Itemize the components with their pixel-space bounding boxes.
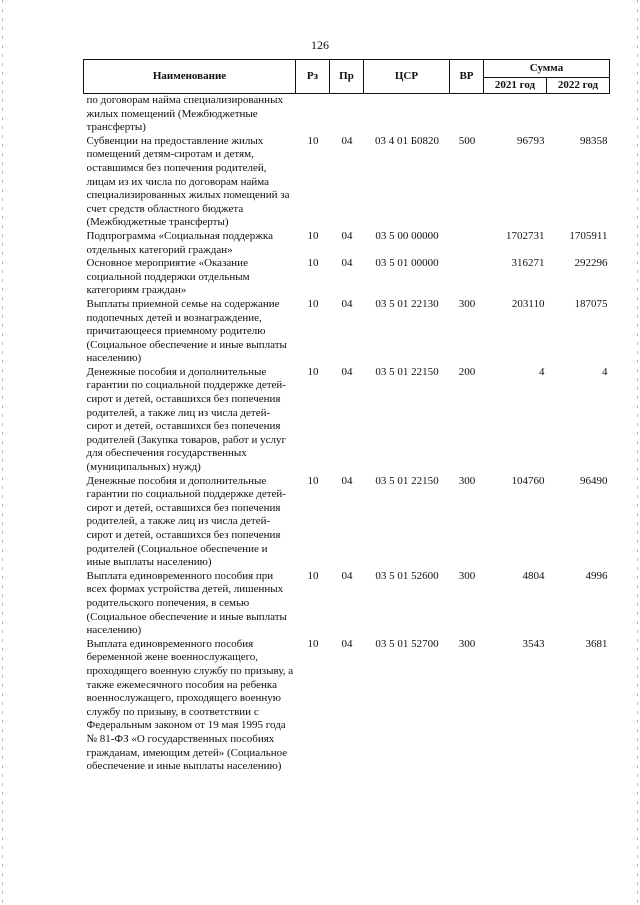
table-row	[84, 135, 610, 230]
cell-vr: 300	[458, 637, 476, 650]
table-row	[84, 366, 610, 475]
cell-csr: 03 5 01 22130	[375, 297, 439, 310]
cell-pr: 04	[341, 297, 353, 310]
cell-rz: 10	[307, 365, 319, 378]
cell-pr: 04	[341, 474, 353, 487]
header-year-2022: 2022 год	[547, 78, 610, 94]
scan-edge-right	[637, 0, 638, 905]
header-name: Наименование	[84, 60, 296, 94]
cell-2021: 96793	[517, 134, 545, 147]
cell-2022: 4996	[585, 569, 608, 582]
cell-pr: 04	[341, 134, 353, 147]
cell-pr: 04	[341, 569, 353, 582]
cell-rz: 10	[307, 134, 319, 147]
cell-2021: 1702731	[506, 229, 545, 242]
header-sum: Сумма	[484, 60, 610, 78]
cell-csr	[364, 94, 450, 135]
cell-2022: 3681	[585, 637, 608, 650]
cell-pr	[330, 94, 364, 135]
cell-name: Выплата единовременного пособия беременной жене военнослужащего, проходящего военную службу по призыву, а также ежемесячного пособия на ребенка военнослужащего, проходящего военную службу по призыву, в соответствии с Федеральным законом от 19 мая 1995 года № 81-ФЗ «О государственных пособиях гражданам, имеющим детей» (Социальное обеспечение и иные выплаты населению)	[86, 637, 294, 773]
cell-rz: 10	[307, 569, 319, 582]
cell-rz: 10	[307, 297, 319, 310]
cell-2021: 3543	[522, 637, 545, 650]
cell-2022: 96490	[580, 474, 608, 487]
cell-2021: 316271	[511, 257, 545, 270]
cell-vr	[450, 230, 484, 257]
table-row	[84, 298, 610, 366]
cell-vr: 500	[458, 134, 476, 147]
cell-rz: 10	[307, 229, 319, 242]
table-body	[84, 94, 610, 774]
cell-pr: 04	[341, 637, 353, 650]
header-pr: Пр	[330, 60, 364, 94]
cell-csr: 03 4 01 Б0820	[374, 134, 440, 147]
cell-vr: 300	[458, 474, 476, 487]
cell-2022: 187075	[574, 297, 608, 310]
cell-name: Денежные пособия и дополнительные гарантии по социальной поддержке детей-сирот и детей, оставшихся без попечения родителей, а также лиц из числа детей-сирот и детей, оставшихся без попечения родителей (Закупка товаров, работ и услуг для обеспечения государственных (муниципальных) нужд)	[86, 365, 287, 474]
cell-vr: 200	[458, 365, 476, 378]
header-csr: ЦСР	[364, 60, 450, 94]
cell-name: Субвенции на предоставление жилых помещений детям-сиротам и детям, оставшимся без попечения родителей, лицам из их числа по договорам найма специализированных жилых помещений за счет средств областного бюджета (Межбюджетные трансферты)	[86, 134, 290, 229]
cell-csr: 03 5 01 00000	[375, 257, 439, 270]
cell-rz	[296, 94, 330, 135]
header-rz: Рз	[296, 60, 330, 94]
scan-edge-left	[2, 0, 3, 905]
cell-name: Выплата единовременного пособия при всех формах устройства детей, лишенных родительского попечения, в семью (Социальное обеспечение и иные выплаты населению)	[86, 569, 287, 637]
cell-2021: 4	[539, 365, 545, 378]
table-row	[84, 638, 610, 774]
cell-pr: 04	[341, 365, 353, 378]
table-row	[84, 257, 610, 298]
cell-vr: 300	[458, 569, 476, 582]
cell-vr	[450, 257, 484, 298]
cell-name: Основное мероприятие «Оказание социальной поддержки отдельным категориям граждан»	[86, 257, 250, 297]
cell-csr: 03 5 00 00000	[375, 229, 439, 242]
cell-csr: 03 5 01 22150	[375, 474, 439, 487]
cell-csr: 03 5 01 52600	[375, 569, 439, 582]
cell-name: Денежные пособия и дополнительные гарантии по социальной поддержке детей-сирот и детей, оставшихся без попечения родителей, а также лиц из числа детей-сирот и детей, оставшихся без попечения родителей (Социальное обеспечение и иные выплаты населению)	[86, 474, 286, 569]
cell-2022: 98358	[580, 134, 608, 147]
cell-pr: 04	[341, 229, 353, 242]
cell-vr: 300	[458, 297, 476, 310]
page-number: 126	[311, 38, 329, 52]
cell-rz: 10	[307, 637, 319, 650]
table-row	[84, 475, 610, 570]
cell-csr: 03 5 01 52700	[375, 637, 439, 650]
cell-csr: 03 5 01 22150	[375, 365, 439, 378]
table-row	[84, 94, 610, 135]
cell-rz: 10	[307, 474, 319, 487]
cell-rz: 10	[307, 257, 319, 270]
cell-2022: 1705911	[569, 229, 608, 242]
cell-2022	[547, 94, 610, 135]
cell-2021	[484, 94, 547, 135]
budget-table	[83, 59, 610, 774]
cell-2021: 203110	[511, 297, 545, 310]
cell-2021: 4804	[522, 569, 545, 582]
cell-name: Подпрограмма «Социальная поддержка отдельных категорий граждан»	[86, 229, 273, 256]
cell-2022: 4	[602, 365, 608, 378]
table-header	[84, 60, 610, 94]
table-row	[84, 570, 610, 638]
cell-2021: 104760	[511, 474, 545, 487]
table-row	[84, 230, 610, 257]
cell-2022: 292296	[574, 257, 608, 270]
cell-name: Выплаты приемной семье на содержание подопечных детей и вознаграждение, причитающееся приемному родителю (Социальное обеспечение и иные выплаты населению)	[86, 297, 287, 365]
header-year-2021: 2021 год	[484, 78, 547, 94]
cell-pr: 04	[341, 257, 353, 270]
header-vr: ВР	[450, 60, 484, 94]
cell-name: по договорам найма специализированных жилых помещений (Межбюджетные трансферты)	[86, 94, 283, 134]
cell-vr	[450, 94, 484, 135]
